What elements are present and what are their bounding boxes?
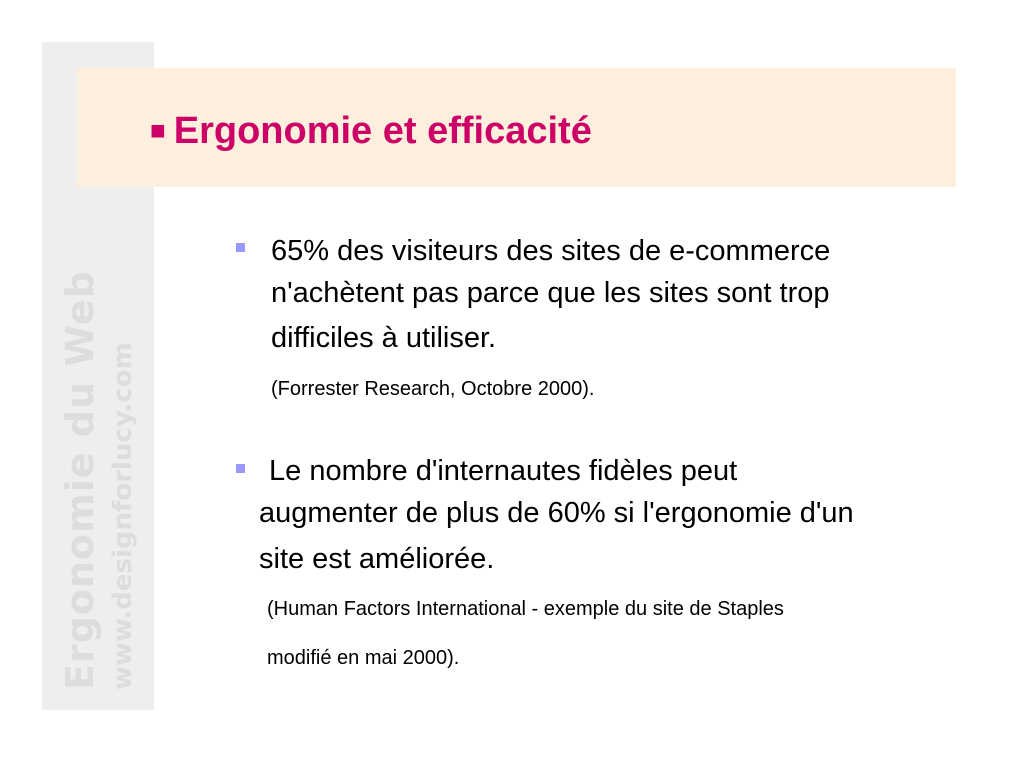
item-2-line-3: site est améliorée. (259, 543, 495, 575)
slide-title-text: Ergonomie et efficacité (173, 110, 592, 152)
item-2-line-1: Le nombre d'internautes fidèles peut (269, 455, 738, 487)
item-2-citation-line-2: modifié en mai 2000). (267, 647, 460, 669)
sidebar-watermark-title: Ergonomie du Web (58, 270, 102, 690)
item-1-citation: (Forrester Research, Octobre 2000). (271, 378, 595, 400)
slide-title (150, 110, 592, 151)
square-bullet-icon (236, 243, 245, 252)
item-1-line-3: difficiles à utiliser. (271, 322, 497, 354)
item-1-line-2: n'achètent pas parce que les sites sont trop (271, 277, 830, 309)
item-1-line-1: 65% des visiteurs des sites de e-commerce (271, 235, 831, 267)
item-2-citation-line-1: (Human Factors International - exemple du site de Staples (267, 598, 784, 620)
title-bullet-icon: ■ (150, 115, 166, 145)
item-2-line-2: augmenter de plus de 60% si l'ergonomie d'un (259, 497, 854, 529)
sidebar-watermark-url: www.designforlucy.com (108, 342, 138, 690)
square-bullet-icon (236, 464, 245, 473)
